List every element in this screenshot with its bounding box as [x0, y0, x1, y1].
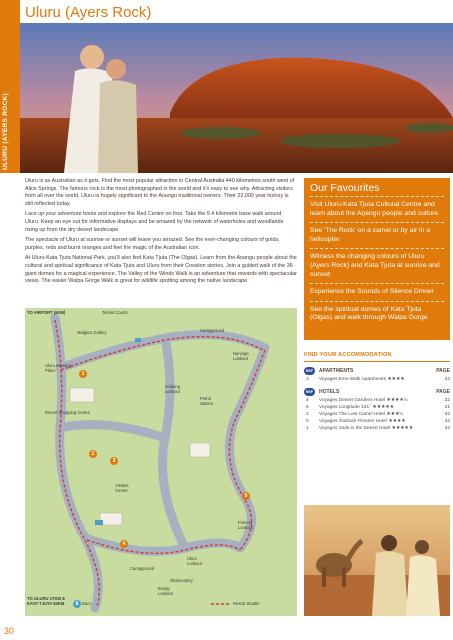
property-page: 32: [444, 412, 450, 417]
property-page: 32: [444, 426, 450, 431]
ref-number: 4: [306, 398, 309, 403]
imalung-label: Imalung Lookout: [165, 384, 180, 394]
favourite-item: See 'The Rock' on a camel or by air in a helicopter: [310, 222, 444, 248]
to-airport-label: TO AIRPORT (6KM): [27, 310, 66, 315]
uluru-lookout-label: Uluru Lookout: [187, 556, 202, 566]
property-page: 32: [444, 419, 450, 424]
hero-illustration: [20, 23, 453, 173]
paragraph: Lace up your adventure boots and explore the Red Centre on foot. Take the 9.4 kilometre base walk around Uluru. Keep an eye out for informative displays and be amazed by the network of waterholes and woodlands rising up from the dry desert landscape.: [25, 211, 284, 233]
ref-number: 1: [306, 426, 309, 431]
section-name: HOTELS: [319, 389, 340, 395]
petrol-label: Petrol Station: [200, 396, 214, 406]
accommodation-row[interactable]: [304, 418, 450, 425]
map-marker[interactable]: 1: [79, 370, 87, 378]
property-page: 32: [444, 377, 450, 382]
accommodation-row[interactable]: [304, 425, 450, 432]
to-uluru-label: TO ULURU 17KM & KATA TJUTA 53KM: [27, 596, 66, 606]
map-marker[interactable]: 4: [120, 540, 128, 548]
dam-label: Dam: [82, 601, 91, 606]
property-name: Voyages Emu Walk Apartments ★★★★: [319, 377, 405, 382]
map-marker[interactable]: 2: [89, 450, 97, 458]
naninga-label: Naninga Lookout: [233, 351, 249, 361]
property-name: Voyages The Lost Camel Hotel ★★★½: [319, 412, 404, 417]
section-header: [304, 366, 450, 376]
accommodation-row[interactable]: [304, 411, 450, 418]
accommodation-panel: [304, 352, 450, 432]
ref-number: 6: [306, 405, 309, 410]
ref-number: 5: [306, 419, 309, 424]
accommodation-row[interactable]: [304, 376, 450, 383]
camel-photo: [304, 505, 450, 616]
accommodation-heading: FIND YOUR ACCOMMODATION: [304, 352, 450, 362]
map-marker[interactable]: 6: [73, 600, 81, 608]
accommodation-section: [304, 387, 450, 432]
paragraph: Uluru is as Australian as it gets. Find the most popular attraction in Central Australia 440 kilometres south west of Alice Springs. The famous rock is the most photographed in the world and it's easy to see why. Attracting visitors from all over the world, Uluru is hugely significant to the Aṉangu traditional owners. Their 22,000 year history is still reflected today.: [25, 178, 295, 207]
tennis-label: Tennis Courts: [102, 310, 128, 315]
property-name: Voyages Desert Gardens Hotel ★★★★½: [319, 398, 408, 403]
page-number: 30: [4, 626, 15, 636]
ewing-label: Ewing Lookout: [158, 586, 173, 596]
section-header: [304, 387, 450, 397]
map-marker[interactable]: 3: [110, 457, 118, 465]
accommodation-row[interactable]: [304, 397, 450, 404]
page-title: Uluru (Ayers Rock): [25, 4, 152, 21]
paragraph: The spectacle of Uluru at sunrise or sunset will leave you amazed. See the ever-changing colours of golds, purples, reds and burnt oranges and feel the magic of the Australian icon.: [25, 237, 280, 251]
favourite-item: Experience the Sounds of Silence Dinner: [310, 283, 444, 301]
campground-label: Campground: [200, 328, 225, 333]
section-name: APARTMENTS: [319, 368, 354, 374]
resort-centre-label: Resort Shopping Centre: [45, 410, 90, 415]
side-label-wrap: [0, 0, 20, 173]
side-label: ULURU (AYERS ROCK): [2, 92, 9, 170]
campground-bottom-label: Campground: [130, 566, 155, 571]
favourite-item: See the spiritual domes of Kata Tjuta (Olgas) and walk through Walpa Gorge: [310, 301, 444, 327]
resort-map: [25, 308, 297, 616]
hero-photo: [20, 23, 453, 173]
mulgara-label: Mulgara Gallery: [77, 330, 107, 335]
paragraph: At Uluru-Kata Tjuta National Park, you'll also find Kata Tjuta (The Olgas). Learn from the Aṉangu people about the cultural and spiritual significance of Kata Tjuta and Uluru from their Creation stories. Join a guided walk of the 36 giant domes for a magical experience. The Valley of the Winds Walk is an adventure that rewards with spectacular views. The easier Walpa Gorge Walk is great for wildlife spotting among the native landscape.: [25, 255, 297, 285]
property-name: Voyages Outback Pioneer Hotel ★★★★: [319, 419, 406, 424]
ref-number: 3: [306, 377, 309, 382]
accommodation-row[interactable]: [304, 404, 450, 411]
property-name: Voyages Longitude 131° ★★★★★: [319, 405, 394, 410]
property-name: Voyages Sails in the Desert Hotel ★★★★★: [319, 426, 414, 431]
resort-shuttle-label: Resort Shuttle: [233, 601, 260, 606]
ref-badge: REF: [305, 390, 314, 394]
page-column-label: PAGE: [436, 389, 450, 395]
camel-illustration: [304, 505, 450, 616]
meeting-place-label: Uluru Meeting Place: [45, 363, 72, 373]
pioneer-label: Pioneer Lookout: [238, 520, 253, 530]
ref-badge: REF: [305, 369, 314, 373]
accommodation-section: [304, 366, 450, 383]
page-column-label: PAGE: [436, 368, 450, 374]
property-page: 31: [444, 405, 450, 410]
favourites-title: Our Favourites: [310, 182, 380, 194]
favourites-box: [304, 178, 450, 340]
map-marker[interactable]: 5: [242, 492, 250, 500]
favourite-item: Witness the changing colours of Uluru (Ayers Rock) and Kata Tjuta at sunrise and sunset: [310, 248, 444, 283]
observatory-label: Observatory: [170, 578, 193, 583]
favourite-item: Visit Uluru-Kata Tjuta Cultural Centre and learn about the Aṉangu people and culture: [310, 196, 444, 222]
property-page: 32: [444, 398, 450, 403]
visitors-label: Visitors Centre: [115, 483, 129, 493]
body-text: [25, 178, 297, 289]
ref-number: 2: [306, 412, 309, 417]
